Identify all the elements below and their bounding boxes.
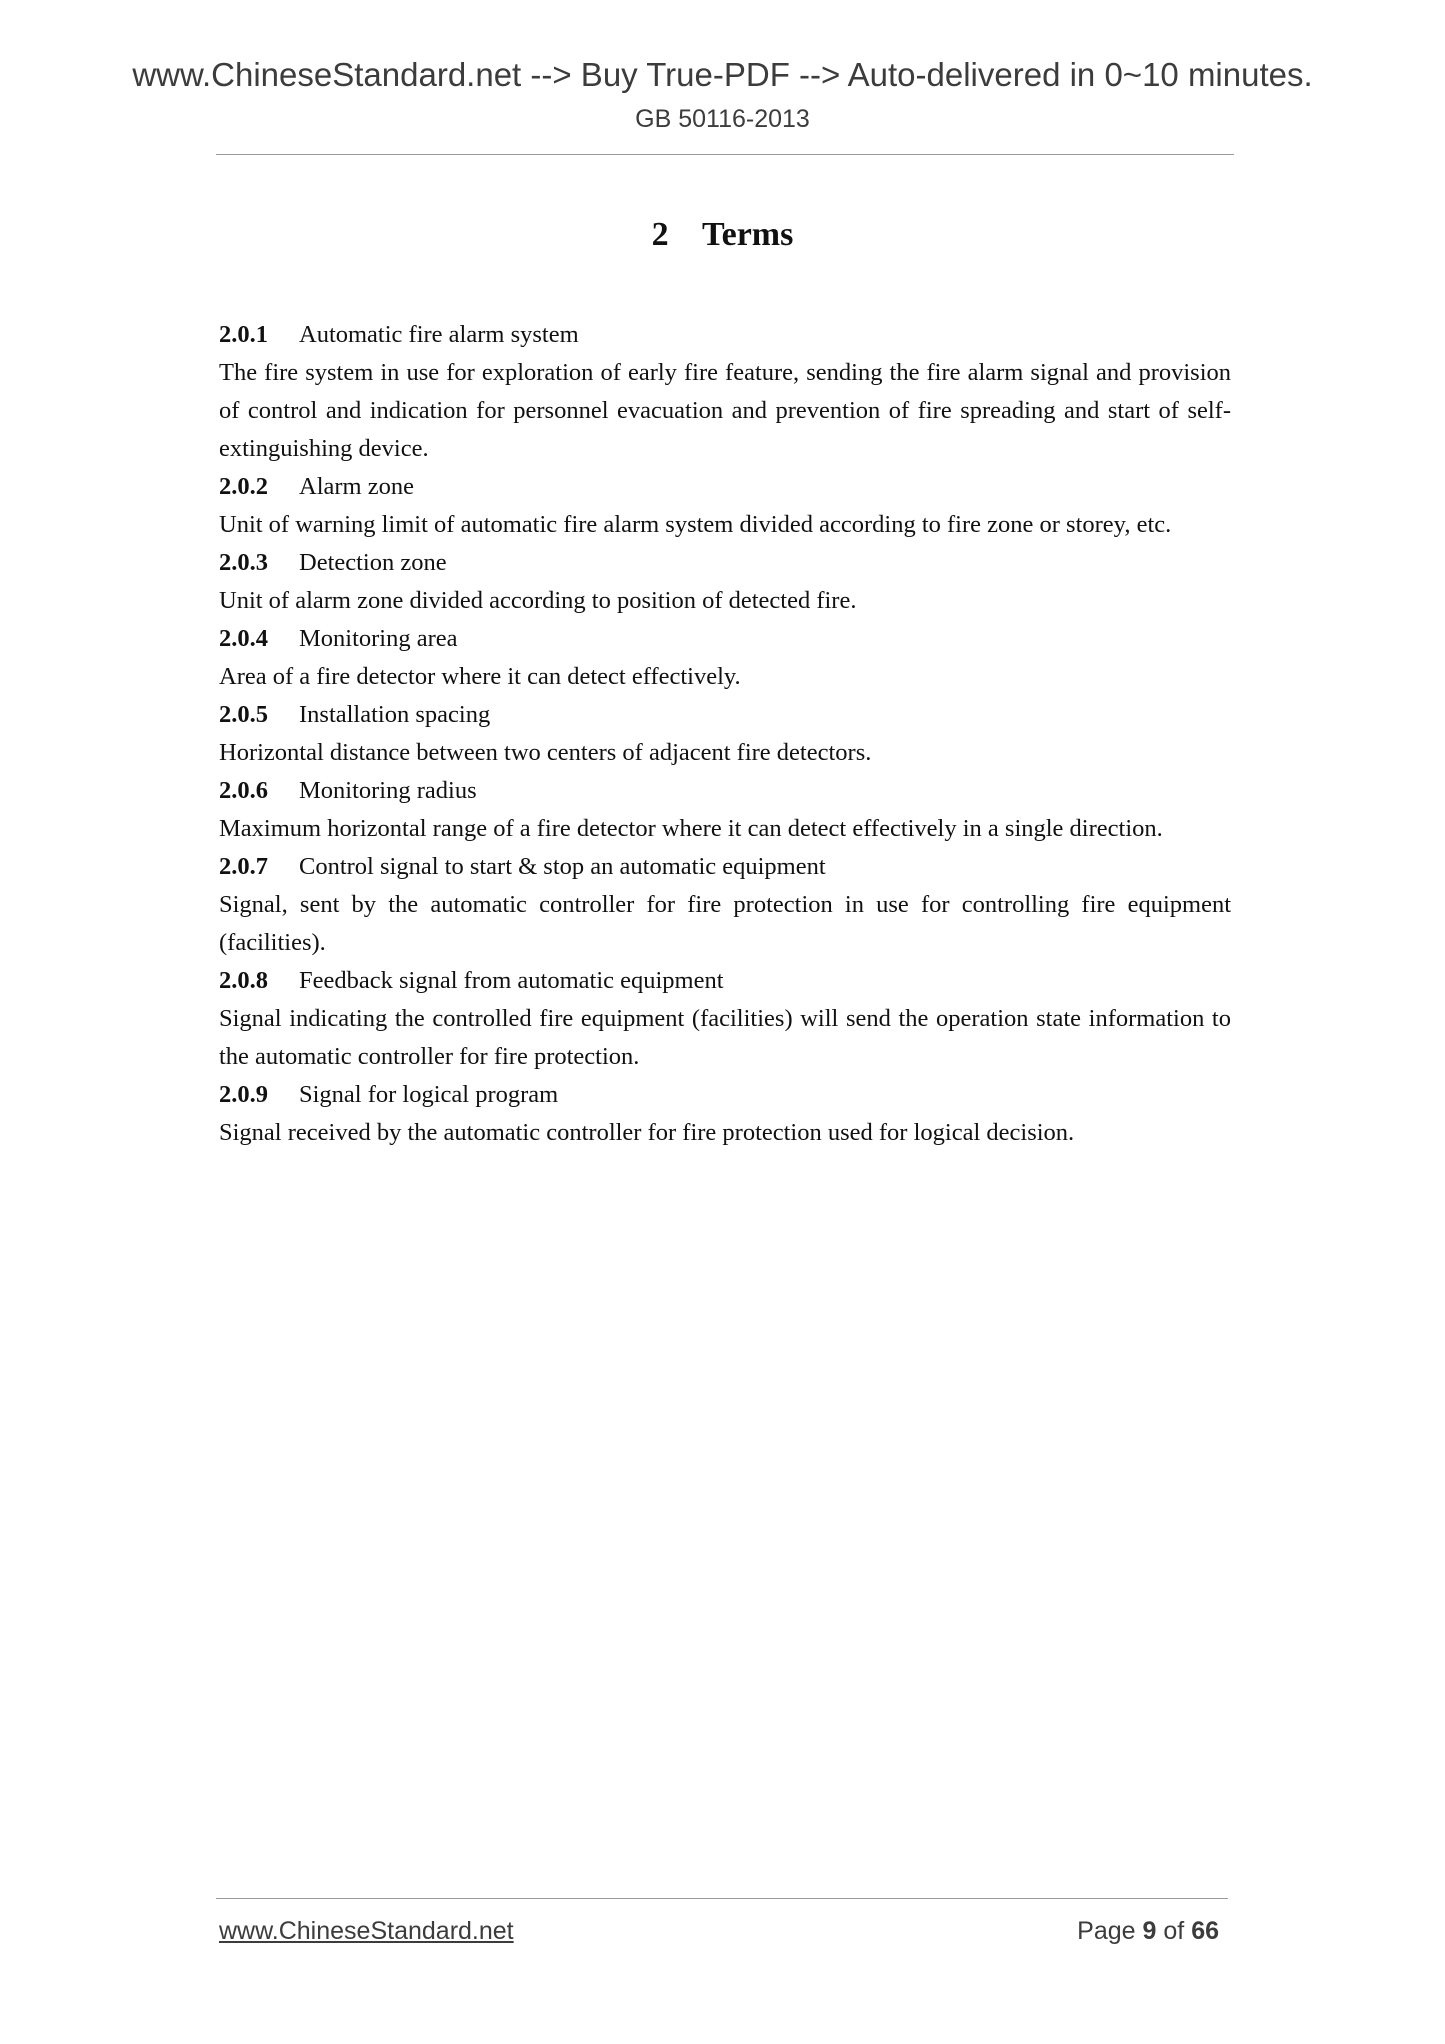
chapter-number: 2 <box>651 216 669 253</box>
term-name: Alarm zone <box>299 473 414 500</box>
term-number: 2.0.6 <box>219 777 268 804</box>
footer-site-link[interactable]: www.ChineseStandard.net <box>219 1917 514 1945</box>
term-heading <box>219 468 1231 506</box>
term-number: 2.0.8 <box>219 967 268 994</box>
term-number: 2.0.1 <box>219 321 268 348</box>
term-heading <box>219 848 1231 886</box>
term-definition: Horizontal distance between two centers of adjacent fire detectors. <box>219 739 872 766</box>
term-heading <box>219 544 1231 582</box>
term-number: 2.0.2 <box>219 473 268 500</box>
term-definition: Maximum horizontal range of a fire detector where it can detect effectively in a single direction. <box>219 815 1163 842</box>
term-number: 2.0.3 <box>219 549 268 576</box>
term-name: Control signal to start & stop an automatic equipment <box>299 853 826 880</box>
term-heading <box>219 772 1231 810</box>
term-heading <box>219 696 1231 734</box>
page-current: 9 <box>1142 1917 1157 1945</box>
chapter-heading <box>0 216 1445 254</box>
term-name: Monitoring area <box>299 625 458 652</box>
term-name: Feedback signal from automatic equipment <box>299 967 724 994</box>
term-number: 2.0.7 <box>219 853 268 880</box>
term-definition: Unit of alarm zone divided according to position of detected fire. <box>219 587 857 614</box>
term-definition: Signal received by the automatic controller for fire protection used for logical decision. <box>219 1119 1075 1146</box>
page-total: 66 <box>1191 1917 1219 1945</box>
term-number: 2.0.5 <box>219 701 268 728</box>
page-of: of <box>1163 1917 1185 1945</box>
term-heading <box>219 620 1231 658</box>
term-name: Signal for logical program <box>299 1081 559 1108</box>
terms-list <box>219 316 1231 1152</box>
term-name: Detection zone <box>299 549 447 576</box>
term-heading <box>219 962 1231 1000</box>
term-definition: Signal indicating the controlled fire equipment (facilities) will send the operation state information to the automatic controller for fire protection. <box>219 1005 1231 1070</box>
footer-divider <box>216 1898 1228 1899</box>
standard-code: GB 50116-2013 <box>635 105 810 133</box>
term-definition: The fire system in use for exploration of early fire feature, sending the fire alarm signal and provision of control and indication for personnel evacuation and prevention of fire spreading and start of self-extinguishing device. <box>219 359 1231 462</box>
term-number: 2.0.4 <box>219 625 268 652</box>
page-label: Page <box>1077 1917 1136 1945</box>
chapter-title: Terms <box>702 216 794 253</box>
term-definition: Signal, sent by the automatic controller for fire protection in use for controlling fire equipment (facilities). <box>219 891 1231 956</box>
term-number: 2.0.9 <box>219 1081 268 1108</box>
term-name: Installation spacing <box>299 701 491 728</box>
purchase-banner: www.ChineseStandard.net --> Buy True-PDF --> Auto-delivered in 0~10 minutes. <box>132 56 1313 93</box>
term-name: Monitoring radius <box>299 777 477 804</box>
term-heading <box>219 316 1231 354</box>
header-divider <box>216 154 1234 155</box>
term-heading <box>219 1076 1231 1114</box>
page-indicator <box>1077 1917 1219 1946</box>
term-definition: Unit of warning limit of automatic fire alarm system divided according to fire zone or storey, etc. <box>219 511 1172 538</box>
term-name: Automatic fire alarm system <box>299 321 579 348</box>
term-definition: Area of a fire detector where it can detect effectively. <box>219 663 741 690</box>
